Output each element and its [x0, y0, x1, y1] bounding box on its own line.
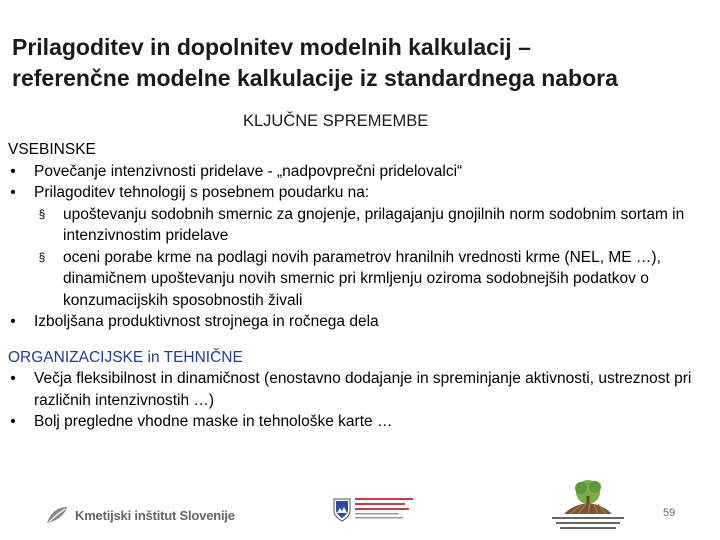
list-item	[8, 411, 714, 433]
title-line-1: Prilagoditev in dopolnitev modelnih kalkulacij –	[12, 34, 531, 60]
vsebinske-list	[8, 161, 714, 333]
page-number: 59	[663, 507, 676, 519]
list-item-text: Povečanje intenzivnosti pridelave - „nadpovprečni pridelovalci“	[34, 162, 463, 180]
institute-logo	[45, 502, 235, 528]
bullet-icon: •	[10, 184, 16, 201]
bullet-icon: •	[10, 162, 16, 180]
slide-body	[8, 139, 714, 433]
organizacijske-list	[8, 368, 714, 433]
list-item-text: Bolj pregledne vhodne maske in tehnološke karte …	[34, 413, 393, 430]
farm-caption-graphic	[548, 516, 628, 532]
sub-list-item-text: oceni porabe krme na podlagi novih parametrov hranilnih vrednosti krme (NEL, ME …), dinamičnem upoštevanju novih smernic pri krmljenju oziroma sodobnejših podatkov o konzumacijskih sposobnostih živali	[63, 248, 661, 309]
slide-title	[12, 32, 712, 94]
sub-list-item	[8, 204, 714, 247]
list-item	[8, 311, 714, 333]
bullet-icon: •	[10, 313, 16, 330]
landscape-emblem-icon	[548, 478, 628, 514]
emblem-text-graphic	[355, 498, 415, 524]
sub-list-item	[8, 247, 714, 312]
title-line-2: referenčne modelne kalkulacije iz standardnega nabora	[12, 65, 618, 91]
list-item	[8, 161, 714, 183]
bullet-icon: •	[10, 413, 16, 430]
ministry-logo	[333, 492, 418, 532]
list-item	[8, 182, 714, 204]
slide-subtitle: KLJUČNE SPREMEMBE	[243, 112, 429, 130]
section-bullet-icon: §	[38, 206, 46, 221]
list-item	[8, 368, 714, 411]
bullet-icon: •	[10, 370, 16, 387]
section-heading-organizacijske: ORGANIZACIJSKE in TEHNIČNE	[8, 348, 243, 366]
institute-name: Kmetijski inštitut Slovenije	[75, 507, 235, 523]
farm-logo	[548, 478, 628, 534]
list-item-text: Večja fleksibilnost in dinamičnost (enostavno dodajanje in spreminjanje aktivnosti, ustreznost pri različnih intenzivnostih …)	[34, 370, 692, 409]
coat-of-arms-icon	[333, 498, 351, 522]
section-heading-vsebinske: VSEBINSKE	[8, 141, 96, 158]
list-item-text: Izboljšana produktivnost strojnega in ročnega dela	[34, 313, 379, 330]
section-bullet-icon: §	[38, 249, 46, 264]
leaf-logo-icon	[45, 505, 69, 525]
sub-list-item-text: upoštevanju sodobnih smernic za gnojenje, prilagajanju gnojilnih norm sodobnim sortam in intenzivnostim pridelave	[63, 205, 685, 244]
list-item-text: Prilagoditev tehnologij s posebnem poudarku na:	[34, 184, 370, 201]
